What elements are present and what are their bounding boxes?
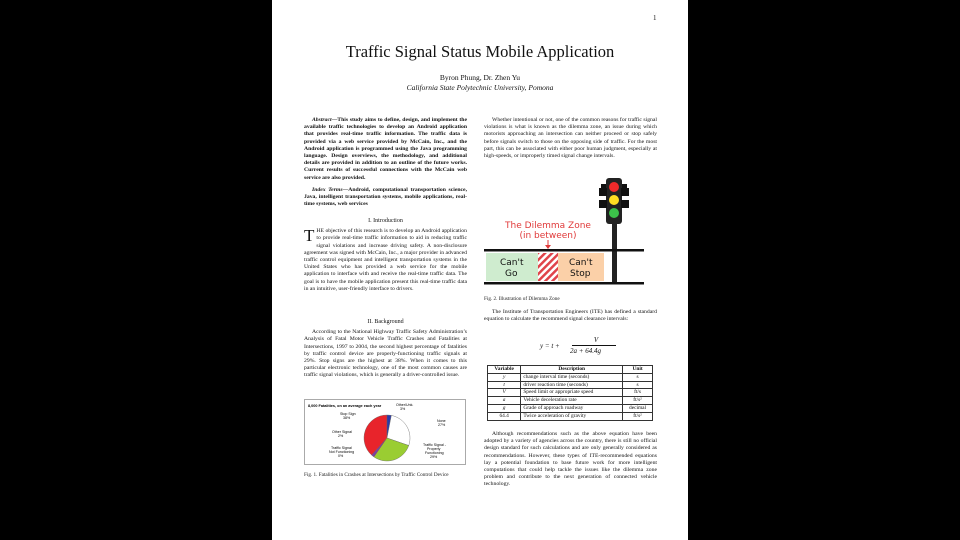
cell: Speed limit or appropriate speed xyxy=(521,389,623,397)
dilemma-zone-subtitle: (in between) xyxy=(519,231,577,241)
cell: s xyxy=(623,381,653,389)
closing-paragraph xyxy=(484,431,657,489)
cell: a xyxy=(488,397,521,405)
drop-cap: T xyxy=(304,226,315,246)
cell: V xyxy=(488,389,521,397)
label-not-functioning: Traffic Signal Not Functioning 0% xyxy=(329,446,355,458)
fig1-chart-title: 8,000 Fatalities, on an average each year xyxy=(308,404,382,408)
cell: Twice acceleration of gravity xyxy=(521,412,623,420)
header-description: Description xyxy=(521,366,623,374)
pie-group xyxy=(364,415,410,461)
ite-paragraph xyxy=(484,309,657,323)
table-header-row xyxy=(488,366,653,374)
intro-heading: I. Introduction xyxy=(368,218,403,224)
header-variable: Variable xyxy=(488,366,521,374)
right-intro xyxy=(484,117,657,160)
cell: ft/s xyxy=(623,389,653,397)
table-row xyxy=(488,404,653,412)
label-other-signal: Other Signal 2% xyxy=(332,430,352,438)
index-terms-text: —Android, computational transportation science, Java, intelligent transportation systems, mobile applications, real-time systems, web services xyxy=(304,187,467,208)
abstract xyxy=(304,117,467,182)
header-unit: Unit xyxy=(623,366,653,374)
label-none: None 27% xyxy=(437,419,446,427)
paper-title: Traffic Signal Status Mobile Application xyxy=(345,42,615,61)
cell: ft/s² xyxy=(623,397,653,405)
dilemma-hatch xyxy=(538,253,558,281)
ite-text: The Institute of Transportation Engineers (ITE) has defined a standard equation to calculate the recommend signal clearance intervals: xyxy=(484,309,657,323)
fig2-caption: Fig. 2. Illustration of Dilemma Zone xyxy=(484,296,560,302)
dilemma-arrow-head-icon xyxy=(545,245,551,249)
background-section xyxy=(304,319,467,380)
cell: Vehicle deceleration rate xyxy=(521,397,623,405)
page-number: 1 xyxy=(653,14,657,22)
label-other-unk: Other/Unk. 3% xyxy=(396,403,414,411)
dilemma-zone-title: The Dilemma Zone xyxy=(505,221,591,231)
authors: Byron Phung, Dr. Zhen Yu xyxy=(439,73,521,82)
cell: Grade of approach roadway xyxy=(521,404,623,412)
fig1-caption: Fig. 1. Fatalities in Crashes at Intersections by Traffic Control Device xyxy=(304,472,449,478)
cell: decimal xyxy=(623,404,653,412)
index-terms xyxy=(304,187,467,209)
fig2-svg xyxy=(484,178,660,292)
cell: g xyxy=(488,404,521,412)
cell: y xyxy=(488,373,521,381)
introduction-section xyxy=(304,218,467,293)
abstract-label: Abstract xyxy=(312,117,332,123)
index-terms-label: Index Terms xyxy=(312,187,343,193)
table-row xyxy=(488,412,653,420)
table-row xyxy=(488,373,653,381)
background-text: According to the National Highway Traffic Safety Administration’s Analysis of Fatal Motor Vehicle Traffic Crashes and Fatalities at Intersections, 1997 to 2004, the second highest percentage of fatalities by traffic control device are properly-functioning traffic signals at 29%. Stop signs are the highest at 38%. When it comes to this particular electronic technology, one of the most common causes are traffic signal violations, which is generally a driver-controlled issue. xyxy=(304,329,467,379)
table-row xyxy=(488,381,653,389)
road-top-line xyxy=(484,249,644,252)
abstract-text: —This study aims to define, design, and implement the available traffic technologies to develop an Android application that provides real-time traffic information. The traffic data is provided via a web service provided by McCain, Inc., and the Android application is programmed using the Java programming language. Design overviews, the methodology, and additional details are provided in addition to an outline of the future works. Current results of successful connections with the McCain web service are also provided. xyxy=(304,117,467,181)
paper-page: 1 Traffic Signal Status Mobile Application Byron Phung, Dr. Zhen Yu California State Polytechnic University, Pomona Abstract—This study aims to define, design, and implement the available traffic technologies to develop an Android application that provides real-time traffic information. The traffic data is provided via a web service provided by McCain, Inc., and the Android application is programmed using the Java programming language. Design overviews, the methodology, and additional details are provided in addition to an outline of the future works. Current results of successful connections with the McCain web service are also provided. Index Terms—Android, computational transportation science, Java, intelligent transportation systems, mobile applications, real-time systems, web services I. Introduction THE objective of this research is to develop an Android application to provide real-time traffic information to aid in reducing traffic signal violations and increase driving safety. A non-disclosure agreement was signed with McCain, Inc., a major provider in advanced traffic control equipment and intelligent transportation systems in the United States who has provided a web service for the mobile application to interface with and receive the real-time traffic data. The goal is to have the mobile application present this real-time traffic data in an intuitive, user-friendly interface to drivers. II. Background According to the National Highway Traffic Safety Administration’s Analysis of Fatal Motor Vehicle Traffic Crashes and Fatalities at Intersections, 1997 to 2004, the second highest percentage of fatalities by traffic control device are properly-functioning traffic signals at 29%. Stop signs are the highest at 38%. When it comes to this particular electronic technology, one of the most common causes are traffic signal violations, which is generally a driver-controlled issue. 8,000 Fatalities, on an average each year Stop Sign 38% Other/Unk. 3% None 27% Traffic Signal -Properly Functioning 29% Other Signal 2% Traffic Signal Not Functioning 0% Fig. 1. Fatalities in Crashes at Intersections by Traffic Control Device Whether intentional or not, one of the common reasons for traffic signal violations is what is known as the dilemma zone, an issue during which motorists approaching an intersection can neither proceed or stop safely before signals switch to those on the opposing side of traffic. For the most part, this can be associated with either poor human judgment, especially at high-speeds, or improperly timed signal change intervals. Can't Go Can't Stop The Dilemma Zone (in between) Fig. 2. Illustration of Dilemma Zone The Institute of Transportation Engineers (ITE) has defined a standard equation to calculate the recommend signal clearance intervals: y = t + V 2a + 64.4g Variable Description Unit y change interval time (seconds) s t driver reaction time (seconds) s V Speed limit or appropriate speed ft/s a Vehicle deceleration rate ft/s² g Grade of approach roadway decimal 64.4 Twice acceleration of gravity ft/s² Although recommendations such as the above equation have been adopted by a variety of agencies across the country, there is still no official design standard for such calculations and are only generally considered as recommendations. However, these types of ITE-recommended equations lay a potential foundation to base future work for more intelligent computations that could help tackle the issues like the dilemma zone problem and contribute to the next generation of connected vehicle technology. xyxy=(272,0,688,540)
cell: driver reaction time (seconds) xyxy=(521,381,623,389)
label-stop-sign: Stop Sign 38% xyxy=(340,412,356,420)
road-bottom-line xyxy=(484,282,644,285)
cant-stop-label: Can't Stop xyxy=(569,258,593,279)
variables-table xyxy=(487,365,653,421)
table-row xyxy=(488,397,653,405)
cell: change interval time (seconds) xyxy=(521,373,623,381)
cell: s xyxy=(623,373,653,381)
affiliation: California State Polytechnic University, Pomona xyxy=(406,83,554,92)
right-intro-text: Whether intentional or not, one of the common reasons for traffic signal violations is what is known as the dilemma zone, an issue during which motorists approaching an intersection can neither proceed or stop safely before signals switch to those on the opposing side of traffic. For the most part, this can be associated with either poor human judgment, especially at high-speeds, or improperly timed signal change intervals. xyxy=(484,117,657,160)
fig1-chart xyxy=(304,399,466,465)
table-row xyxy=(488,389,653,397)
cell: ft/s² xyxy=(623,412,653,420)
closing-text: Although recommendations such as the above equation have been adopted by a variety of agencies across the country, there is still no official design standard for such calculations and are only generally considered as recommendations. However, these types of ITE-recommended equations lay a potential foundation to base future work for more intelligent computations that could help tackle the issues like the dilemma zone problem and contribute to the next generation of connected vehicle technology. xyxy=(484,431,657,488)
cell: 64.4 xyxy=(488,412,521,420)
intro-text: HE objective of this research is to develop an Android application to provide real-time traffic information to aid in reducing traffic signal violations and increase driving safety. A non-disclosure agreement was signed with McCain, Inc., a major provider in advanced traffic control equipment and intelligent transportation systems in the United States who has provided a web service for the mobile application to interface with and receive the real-time traffic data. The goal is to have the mobile application present this real-time traffic data in an intuitive, user-friendly interface to drivers. xyxy=(304,228,467,292)
fig2-dilemma-zone xyxy=(484,178,660,292)
cant-go-label: Can't Go xyxy=(500,258,524,279)
label-properly-functioning: Traffic Signal -Properly Functioning 29% xyxy=(423,443,446,459)
background-heading: II. Background xyxy=(367,319,404,325)
cell: t xyxy=(488,381,521,389)
fig1-svg xyxy=(305,400,465,464)
